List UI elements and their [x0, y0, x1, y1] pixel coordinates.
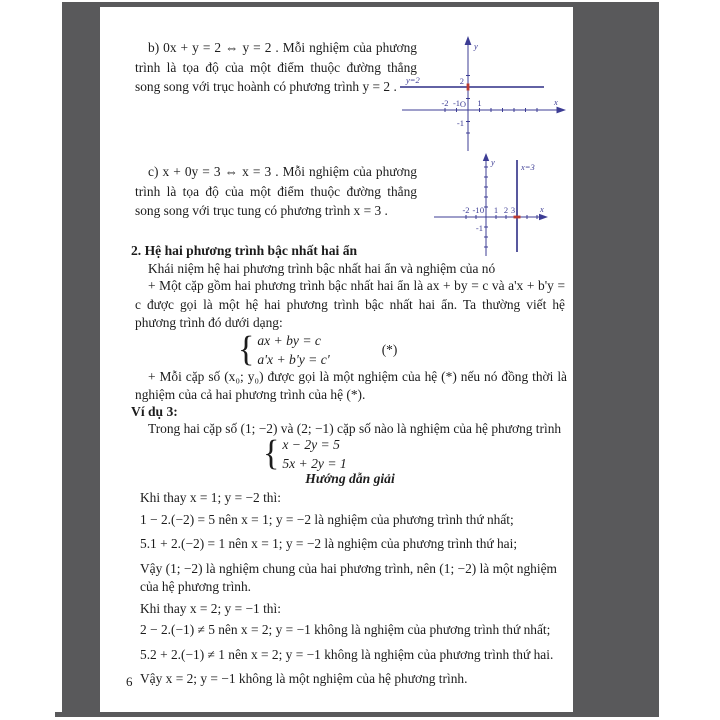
solution-line: Khi thay x = 2; y = −1 thì:: [140, 600, 281, 616]
x-axis-label: x: [554, 97, 558, 107]
x-tick-label-3: 3: [510, 205, 516, 215]
graph1-axes: [402, 36, 566, 151]
x-tick-label-2: 2: [503, 205, 509, 215]
x-tick-label-0: 0: [479, 205, 485, 215]
example3-prompt: Trong hai cặp số (1; −2) và (2; −1) cặp số nào là nghiệm của hệ phương trình: [148, 421, 562, 436]
example3-system-eq2: 5x + 2y = 1: [282, 456, 347, 471]
general-system-eq2: a'x + b'y = c': [257, 352, 330, 367]
system-tag: (*): [381, 342, 398, 357]
x-tick-label-neg2: -2: [441, 98, 449, 108]
example3-heading: Ví dụ 3:: [131, 404, 178, 419]
example3-system: [263, 434, 347, 474]
frame-right-bar: [573, 2, 659, 714]
line-label-x3: x=3: [521, 162, 535, 172]
solution-line: 5.2 + 2.(−1) ≠ 1 nên x = 2; y = −1 không là nghiệm của phương trình thứ hai.: [140, 646, 554, 662]
paragraph-c: c) x + 0y = 3 ⇔ x = 3 . Mỗi nghiệm của phương trình là tọa độ của một điểm thuộc đường thẳng song song với trục tung có phương trình x = 3 .: [135, 164, 417, 218]
x-tick-label-neg1: -1: [452, 98, 461, 108]
system-brace: {: [238, 330, 255, 369]
y-tick-label-neg1: -1: [456, 118, 464, 128]
solution-line: 1 − 2.(−2) = 5 nên x = 1; y = −2 là nghiệm của phương trình thứ nhất;: [140, 511, 514, 527]
graph-line-y-equals-2: [398, 33, 570, 155]
example3-system-eq1: x − 2y = 5: [282, 437, 340, 452]
red-intersection-mark: [467, 84, 470, 91]
paragraph-b: b) 0x + y = 2 ⇔ y = 2 . Mỗi nghiệm của phương trình là tọa độ của một điểm thuộc đường thẳng song song với trục hoành có phương trình y = 2 .: [135, 40, 417, 94]
solution-line: 5.1 + 2.(−2) = 1 nên x = 1; y = −2 là nghiệm của phương trình thứ hai;: [140, 536, 518, 551]
general-system: [238, 330, 397, 370]
x-tick-label-neg1: -1: [472, 205, 480, 215]
solution-block: [140, 489, 568, 692]
section2-intro: Khái niệm hệ hai phương trình bậc nhất hai ẩn và nghiệm của nó: [148, 261, 496, 276]
page-number: 6: [126, 674, 133, 689]
x-tick-label-1: 1: [493, 205, 499, 215]
frame-bottom-bar: [55, 712, 659, 717]
y-tick-label-2: 2: [459, 76, 464, 86]
x-axis-label: x: [540, 204, 544, 214]
section2-para2: + Mỗi cặp số (x₀; y₀) được gọi là một nghiệm của hệ (*) nếu nó đồng thời là nghiệm của cả hai phương trình của hệ (*).: [135, 369, 567, 402]
frame-top-bar: [62, 2, 659, 7]
frame-left-bar: [62, 2, 100, 714]
solution-heading: Hướng dẫn giải: [305, 471, 395, 486]
y-axis-label: y: [474, 41, 478, 51]
x-tick-label-neg2: -2: [462, 205, 470, 215]
origin-label: O: [459, 99, 467, 109]
y-tick-label-neg1: -1: [475, 223, 483, 233]
section2-para1: + Một cặp gồm hai phương trình bậc nhất hai ẩn là ax + by = c và a'x + b'y = c được gọi là một hệ hai phương trình bậc nhất hai ẩn. Ta thường viết hệ phương trình đó dưới dạng:: [135, 278, 565, 330]
solution-line: 2 − 2.(−1) ≠ 5 nên x = 2; y = −1 không là nghiệm của phương trình thứ nhất;: [140, 622, 551, 637]
system-brace: {: [263, 434, 280, 473]
y-axis-label: y: [491, 157, 495, 167]
solution-line: Vậy (1; −2) là nghiệm chung của hai phương trình, nên (1; −2) là một nghiệm của hệ phương trình.: [140, 560, 557, 594]
section2-heading: 2. Hệ hai phương trình bậc nhất hai ẩn: [131, 243, 358, 258]
x-tick-label-1: 1: [477, 98, 482, 108]
solution-line: Khi thay x = 1; y = −2 thì:: [140, 490, 281, 505]
general-system-eq1: ax + by = c: [257, 333, 321, 348]
solution-line: Vậy x = 2; y = −1 không là một nghiệm của hệ phương trình.: [140, 671, 468, 686]
red-intersection-mark: [514, 216, 521, 219]
line-label-y2: y=2: [406, 75, 420, 85]
